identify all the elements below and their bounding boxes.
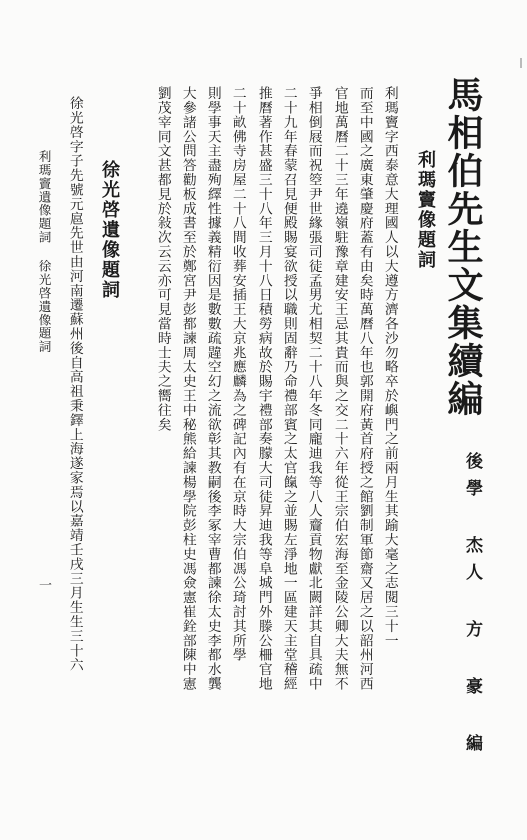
page-edge-mark <box>520 58 522 68</box>
book-title: 馬相伯先生文集續編 <box>442 76 484 418</box>
text-line: 二十九年春蒙召見便殿賜宴欲授以職則固辭乃命禮部賓之太官餼之並賜左淨地一區建天主堂稽經 <box>280 86 297 691</box>
text-line: 則學事天主盡殉繹性據義精衍因是數數疏韙空幻之流欲彰其教嗣後李冢宰曹都諫徐太史李都水龔 <box>204 86 221 691</box>
page-number: 一 <box>36 578 51 591</box>
running-footer-title: 利瑪竇遺像題詞 徐光啓遺像題詞 <box>36 150 52 354</box>
text-line: 劉茂宰同文甚都見於敍次云云亦可見當時士夫之嚮往矣 <box>154 86 171 432</box>
author-credit: 後學 杰人 方 豪 編 <box>462 452 482 761</box>
section-heading-xu: 徐光啓遺像題詞 <box>99 160 120 300</box>
text-line: 推曆著作甚盛三十八年三月十八日積勞病故於賜宇禮部奏朦大司徒昇迪我等阜城門外滕公柵官地 <box>255 86 272 691</box>
text-line: 二十畝佛寺房屋二十八間收葬安插王大京兆應麟為之碑記內有在京時大宗伯馮公琦討其所學 <box>229 86 246 662</box>
text-line: 利瑪竇字西泰意大理國人以大遵方濟各沙勿略卒於嶼門之前兩月生其踰大毫之志閱三十一 <box>381 86 398 648</box>
section-heading-ricci: 利瑪竇像題詞 <box>415 150 436 270</box>
text-line: 爭相倒屐而祝箜尹世緣張司徒孟男尤相契二十八年冬同龐迪我等八人齎貢物獻北闕詳其自具疏中 <box>305 86 322 691</box>
text-line: 徐光啓字子先號元扈先世由河南遷蘇州後自高祖秉鐸上海遂家焉以嘉靖壬戌三月生生三十六 <box>66 96 83 672</box>
text-line: 大參諸公問答勸板成書至於鄭宮尹彭都諫周太史王中秘熊給諫楊學院彭柱史馮僉憲崔銓部陳中憲 <box>179 86 196 691</box>
text-line: 而至中國之廣東肇慶府蓋有由矣時萬曆八年也郭開府黃首府授之館劉制軍節齋又居之以韶州河西 <box>356 86 373 691</box>
text-line: 官地萬曆二十三年遶嶺駐豫章建安王忌其貴而與之交二十六年從王宗伯宏海至金陵公卿大夫無不 <box>331 86 348 691</box>
